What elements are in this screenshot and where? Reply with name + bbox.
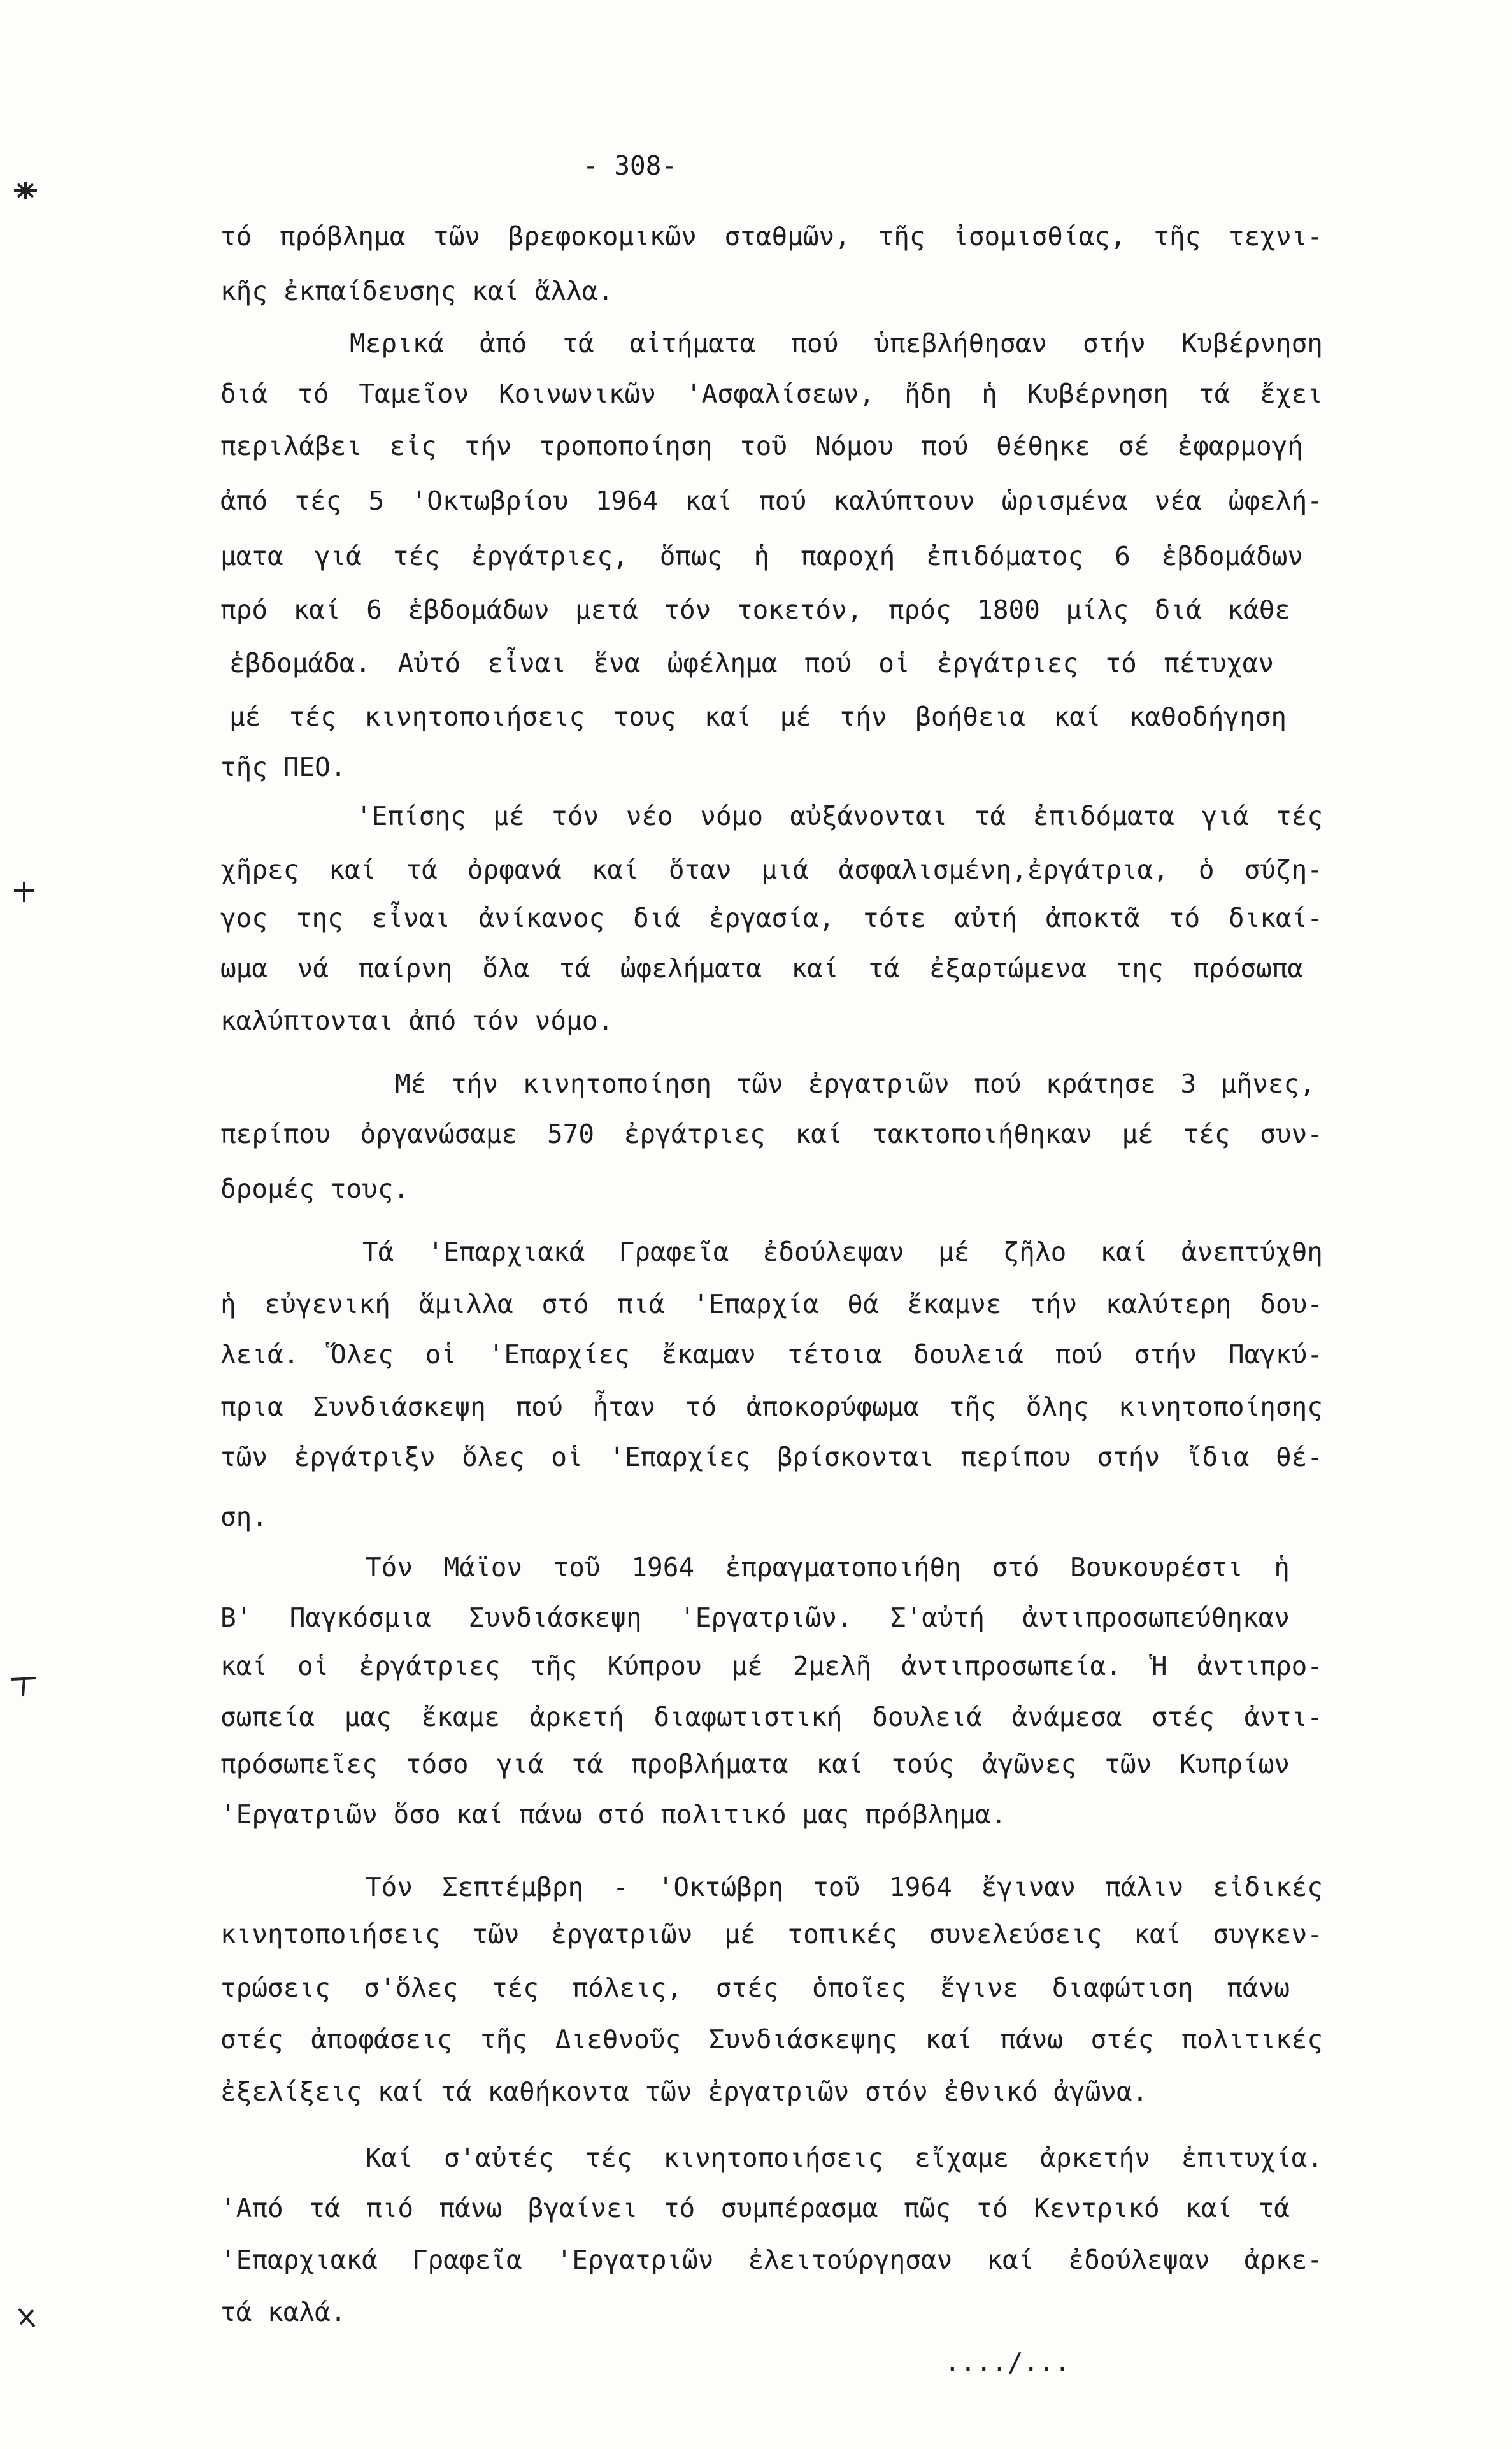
- text-line: τό πρόβλημα τῶν βρεφοκομικῶν σταθμῶν, τῆς ἰσομισθίας, τῆς τεχνι-: [220, 221, 1323, 252]
- text-line: τῶν ἐργάτριξν ὅλες οἱ 'Επαρχίες βρίσκονται περίπου στήν ἴδια θέ-: [220, 1442, 1323, 1472]
- text-line: Β' Παγκόσμια Συνδιάσκεψη 'Εργατριῶν. Σ'αὐτή ἀντιπροσωπεύθηκαν: [220, 1602, 1290, 1633]
- text-line: πρόσωπεῖες τόσο γιά τά προβλήματα καί τούς ἀγῶνες τῶν Κυπρίων: [220, 1749, 1290, 1779]
- text-line: ἀπό τές 5 'Οκτωβρίου 1964 καί πού καλύπτουν ὡρισμένα νέα ὠφελή-: [220, 485, 1323, 516]
- text-line: καλύπτονται ἀπό τόν νόμο.: [220, 1005, 614, 1036]
- text-line: περίπου ὀργανώσαμε 570 ἐργάτριες καί τακτοποιήθηκαν μέ τές συν-: [220, 1119, 1323, 1149]
- text-line: ἑβδομάδα. Αὐτό εἶναι ἕνα ὠφέλημα πού οἱ ἐργάτριες τό πέτυχαν: [229, 648, 1274, 679]
- text-line: σωπεία μας ἔκαμε ἀρκετή διαφωτιστική δουλειά ἀνάμεσα στές ἀντι-: [220, 1702, 1323, 1732]
- text-line: τῆς ΠΕΟ.: [220, 752, 346, 782]
- margin-mark-asterisk-icon: [11, 180, 39, 201]
- text-line: 'Εργατριῶν ὅσο καί πάνω στό πολιτικό μας πρόβλημα.: [220, 1799, 1007, 1830]
- text-line: τρώσεις σ'ὅλες τές πόλεις, στές ὁποῖες ἔγινε διαφώτιση πάνω: [220, 1972, 1290, 2003]
- text-line: Τά 'Επαρχιακά Γραφεῖα ἐδούλεψαν μέ ζῆλο καί ἀνεπτύχθη: [362, 1237, 1323, 1267]
- text-line: διά τό Ταμεῖον Κοινωνικῶν 'Ασφαλίσεων, ἤδη ἡ Κυβέρνηση τά ἔχει: [220, 378, 1323, 409]
- text-line: ἡ εὐγενική ἅμιλλα στό πιά 'Επαρχία θά ἔκαμνε τήν καλύτερη δου-: [220, 1289, 1323, 1319]
- text-line: κῆς ἐκπαίδευσης καί ἄλλα.: [220, 276, 614, 306]
- text-line: ωμα νά παίρνη ὅλα τά ὠφελήματα καί τά ἐξαρτώμενα της πρόσωπα: [220, 953, 1303, 984]
- text-line: Τόν Σεπτέμβρη - 'Οκτώβρη τοῦ 1964 ἔγιναν πάλιν εἰδικές: [366, 1872, 1323, 1902]
- text-line: χῆρες καί τά ὀρφανά καί ὅταν μιά ἀσφαλισμένη,ἐργάτρια, ὁ σύζη-: [220, 854, 1323, 885]
- page-number: - 308-: [583, 150, 678, 181]
- text-line: Μερικά ἀπό τά αἰτήματα πού ὑπεβλήθησαν στήν Κυβέρνηση: [350, 328, 1323, 359]
- text-line: Καί σ'αὐτές τές κινητοποιήσεις εἴχαμε ἀρκετήν ἐπιτυχία.: [366, 2143, 1323, 2173]
- text-line: πρό καί 6 ἑβδομάδων μετά τόν τοκετόν, πρός 1800 μίλς διά κάθε: [220, 594, 1290, 625]
- margin-mark-tee-icon: [9, 1674, 38, 1698]
- text-line: 'Επαρχιακά Γραφεῖα 'Εργατριῶν ἐλειτούργησαν καί ἐδούλεψαν ἀρκε-: [220, 2244, 1323, 2275]
- continuation-marker: ..../...: [945, 2347, 1071, 2378]
- text-line: ἐξελίξεις καί τά καθήκοντα τῶν ἐργατριῶν στόν ἐθνικό ἀγῶνα.: [220, 2076, 1148, 2107]
- text-line: περιλάβει εἰς τήν τροποποίηση τοῦ Νόμου πού θέθηκε σέ ἐφαρμογή: [220, 431, 1303, 461]
- text-line: Τόν Μάϊον τοῦ 1964 ἐπραγματοποιήθη στό Βουκουρέστι ἡ: [366, 1552, 1290, 1583]
- margin-mark-cross-icon: [11, 879, 37, 905]
- text-line: μέ τές κινητοποιήσεις τους καί μέ τήν βοήθεια καί καθοδήγηση: [229, 701, 1287, 732]
- text-line: γος της εἶναι ἀνίκανος διά ἐργασία, τότε αὐτή ἀποκτᾶ τό δικαί-: [220, 903, 1323, 933]
- text-line: στές ἀποφάσεις τῆς Διεθνοῦς Συνδιάσκεψης καί πάνω στές πολιτικές: [220, 2024, 1323, 2055]
- text-line: ματα γιά τές ἐργάτριες, ὅπως ἡ παροχή ἐπιδόματος 6 ἑβδομάδων: [220, 541, 1303, 571]
- text-line: καί οἱ ἐργάτριες τῆς Κύπρου μέ 2μελῆ ἀντιπροσωπεία. Ἡ ἀντιπρο-: [220, 1651, 1323, 1681]
- text-line: πρια Συνδιάσκεψη πού ἦταν τό ἀποκορύφωμα τῆς ὅλης κινητοποίησης: [220, 1391, 1323, 1422]
- text-line: ση.: [220, 1502, 268, 1532]
- text-line: κινητοποιήσεις τῶν ἐργατριῶν μέ τοπικές συνελεύσεις καί συγκεν-: [220, 1919, 1323, 1950]
- text-line: 'Επίσης μέ τόν νέο νόμο αὐξάνονται τά ἐπιδόματα γιά τές: [356, 801, 1323, 831]
- margin-mark-x-icon: [14, 2305, 39, 2330]
- text-line: Μέ τήν κινητοποίηση τῶν ἐργατριῶν πού κράτησε 3 μῆνες,: [395, 1068, 1315, 1099]
- text-line: 'Από τά πιό πάνω βγαίνει τό συμπέρασμα πῶς τό Κεντρικό καί τά: [220, 2193, 1290, 2223]
- text-line: δρομές τους.: [220, 1174, 410, 1204]
- text-line: τά καλά.: [220, 2297, 346, 2327]
- text-line: λειά. Ὅλες οἱ 'Επαρχίες ἔκαμαν τέτοια δουλειά πού στήν Παγκύ-: [220, 1339, 1323, 1370]
